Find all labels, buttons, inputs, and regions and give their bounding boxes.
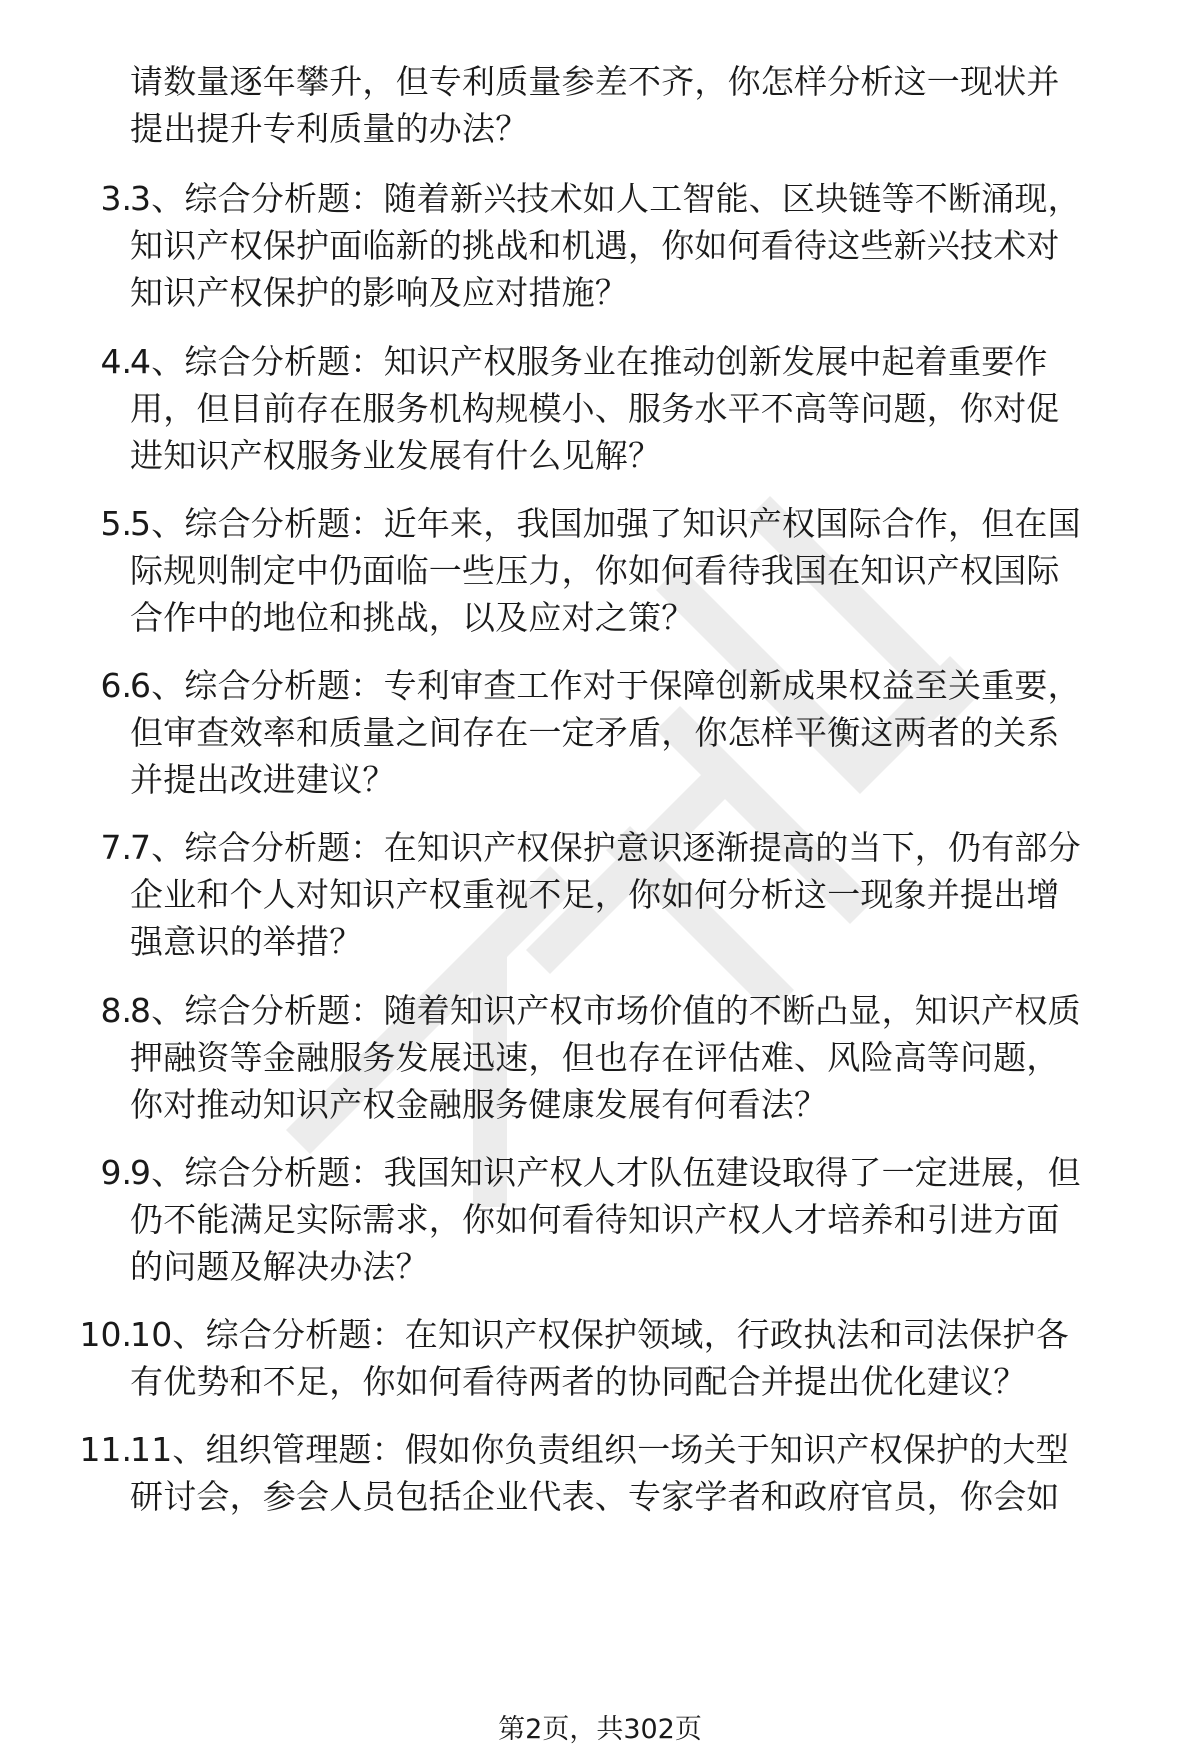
continued-question-fragment — [0, 58, 1200, 166]
text-line: 用，但目前存在服务机构规模小、服务水平不高等问题，你对促 — [130, 389, 1060, 428]
text-line: 10、综合分析题：在知识产权保护领域，行政执法和司法保护各 — [130, 1315, 1069, 1354]
list-item-question-9 — [0, 1149, 1200, 1290]
list-item-question-5 — [0, 500, 1200, 641]
text-line: 的问题及解决办法？ — [130, 1247, 429, 1286]
text-line: 5、综合分析题：近年来，我国加强了知识产权国际合作，但在国 — [130, 504, 1081, 543]
text-line: 进知识产权服务业发展有什么见解？ — [130, 436, 662, 475]
text-line: 有优势和不足，你如何看待两者的协同配合并提出优化建议？ — [130, 1362, 1027, 1401]
text-line: 并提出改进建议？ — [130, 760, 396, 799]
text-line: 研讨会，参会人员包括企业代表、专家学者和政府官员，你会如 — [130, 1477, 1060, 1516]
text-line: 请数量逐年攀升，但专利质量参差不齐，你怎样分析这一现状并 — [130, 62, 1060, 101]
text-line: 知识产权保护面临新的挑战和机遇，你如何看待这些新兴技术对 — [130, 226, 1060, 265]
list-number: 4. — [100, 342, 132, 381]
text-line: 合作中的地位和挑战，以及应对之策？ — [130, 598, 695, 637]
list-item-question-11 — [0, 1426, 1200, 1520]
text-line: 但审查效率和质量之间存在一定矛盾，你怎样平衡这两者的关系 — [130, 713, 1060, 752]
text-line: 9、综合分析题：我国知识产权人才队伍建设取得了一定进展，但 — [130, 1153, 1081, 1192]
list-number: 8. — [100, 991, 132, 1030]
list-item-question-8 — [0, 987, 1200, 1128]
text-line: 知识产权保护的影响及应对措施？ — [130, 273, 628, 312]
list-item-question-4 — [0, 338, 1200, 479]
list-item-question-6 — [0, 662, 1200, 803]
text-line: 6、综合分析题：专利审查工作对于保障创新成果权益至关重要， — [130, 666, 1081, 705]
list-item-question-7 — [0, 824, 1200, 965]
page-number-footer: 第2页，共302页 — [498, 1714, 702, 1745]
list-number: 10. — [79, 1315, 132, 1354]
text-line: 仍不能满足实际需求，你如何看待知识产权人才培养和引进方面 — [130, 1200, 1060, 1239]
text-line: 4、综合分析题：知识产权服务业在推动创新发展中起着重要作 — [130, 342, 1048, 381]
list-number: 5. — [100, 504, 132, 543]
text-line: 你对推动知识产权金融服务健康发展有何看法？ — [130, 1085, 828, 1124]
text-line: 8、综合分析题：随着知识产权市场价值的不断凸显，知识产权质 — [130, 991, 1081, 1030]
list-item-question-3 — [0, 175, 1200, 316]
text-line: 强意识的举措？ — [130, 922, 363, 961]
list-number: 3. — [100, 179, 132, 218]
text-line: 押融资等金融服务发展迅速，但也存在评估难、风险高等问题， — [130, 1038, 1060, 1077]
list-number: 6. — [100, 666, 132, 705]
text-line: 企业和个人对知识产权重视不足，你如何分析这一现象并提出增 — [130, 875, 1060, 914]
text-line: 3、综合分析题：随着新兴技术如人工智能、区块链等不断涌现， — [130, 179, 1081, 218]
list-number: 11. — [79, 1430, 132, 1469]
list-number: 7. — [100, 828, 132, 867]
text-line: 11、组织管理题：假如你负责组织一场关于知识产权保护的大型 — [130, 1430, 1069, 1469]
text-line: 提出提升专利质量的办法？ — [130, 109, 529, 148]
question-list — [0, 58, 1200, 1516]
list-item-question-10 — [0, 1311, 1200, 1405]
list-number: 9. — [100, 1153, 132, 1192]
text-line: 7、综合分析题：在知识产权保护意识逐渐提高的当下，仍有部分 — [130, 828, 1081, 867]
text-line: 际规则制定中仍面临一些压力，你如何看待我国在知识产权国际 — [130, 551, 1060, 590]
